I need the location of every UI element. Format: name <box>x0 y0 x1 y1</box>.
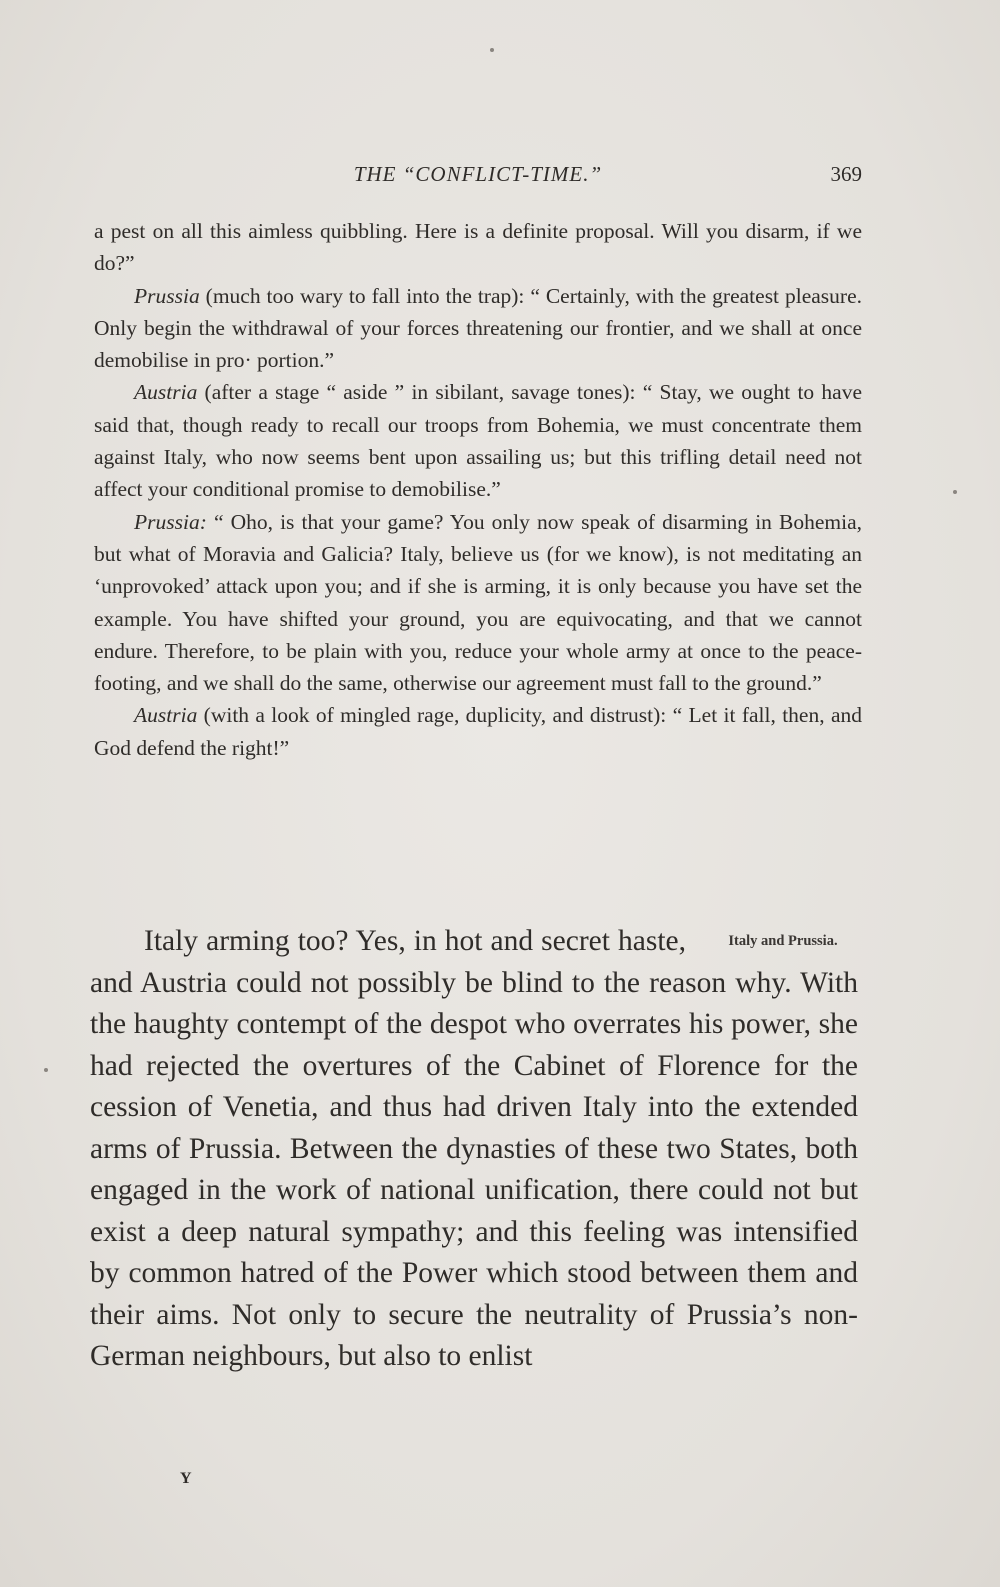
paper-speck <box>490 48 494 52</box>
dialogue-text: (much too wary to fall into the trap): “ Certainly, with the greatest pleasure. Only begin the withdrawal of your forces threatening our frontier, and we shall at once demobilise in pro· portion.” <box>94 283 862 373</box>
margin-sidenote: Italy and Prussia. <box>728 933 838 949</box>
dialogue-text: a pest on all this aimless quibbling. Here is a definite proposal. Will you disarm, if we do?” <box>94 219 862 276</box>
paper-speck <box>953 490 957 494</box>
paper-speck <box>44 1068 48 1072</box>
speaker-austria: Austria <box>134 703 198 728</box>
dialogue-paragraph-5 <box>94 699 862 764</box>
speaker-austria: Austria <box>134 380 198 405</box>
running-title: THE “CONFLICT-TIME.” <box>353 162 603 186</box>
speaker-prussia: Prussia: <box>134 509 207 534</box>
page-number: 369 <box>830 162 862 186</box>
dialogue-paragraph-1 <box>94 215 862 280</box>
running-head <box>94 158 862 190</box>
main-paragraph <box>90 921 858 1378</box>
main-text-section <box>90 921 858 1378</box>
dialogue-text: “ Oho, is that your game? You only now speak of disarming in Bohemia, but what of Moravia and Galicia? Italy, believe us (for we know), is not meditating an ‘unprovoked’ attack upon you; and if she is arming, it is only because you have set the example. You have shifted your ground, you are equivocating, and that we cannot endure. Therefore, to be plain with you, reduce your whole army at once to the peace-footing, and we shall do the same, otherwise our agreement must fall to the ground.” <box>94 509 862 696</box>
dialogue-paragraph-4 <box>94 506 862 700</box>
dialogue-paragraph-3 <box>94 376 862 505</box>
dialogue-text: (after a stage “ aside ” in sibilant, savage tones): “ Stay, we ought to have said that, though ready to recall our troops from Bohemia, we must concentrate them against Italy, who now seems bent upon assailing us; but this trifling detail need not affect your conditional promise to demobilise.” <box>94 380 862 502</box>
dialogue-paragraph-2 <box>94 280 862 377</box>
dialogue-section <box>94 215 862 764</box>
main-paragraph-text: Italy arming too? Yes, in hot and secret haste, and Austria could not possibly be blind to the reason why. With the haughty contempt of the despot who overrates his power, she had rejected the overtures of the Cabinet of Florence for the cession of Venetia, and thus had driven Italy into the extended arms of Prussia. Between the dynasties of these two States, both engaged in the work of national unification, there could not but exist a deep natural sympathy; and this feeling was intensified by common hatred of the Power which stood between them and their aims. Not only to secure the neutrality of Prussia’s non-German neighbours, but also to enlist <box>90 925 858 1372</box>
printer-signature: Y <box>180 1470 192 1487</box>
speaker-prussia: Prussia <box>134 283 200 308</box>
dialogue-text: (with a look of mingled rage, duplicity, and distrust): “ Let it fall, then, and God defend the right!” <box>94 703 862 760</box>
